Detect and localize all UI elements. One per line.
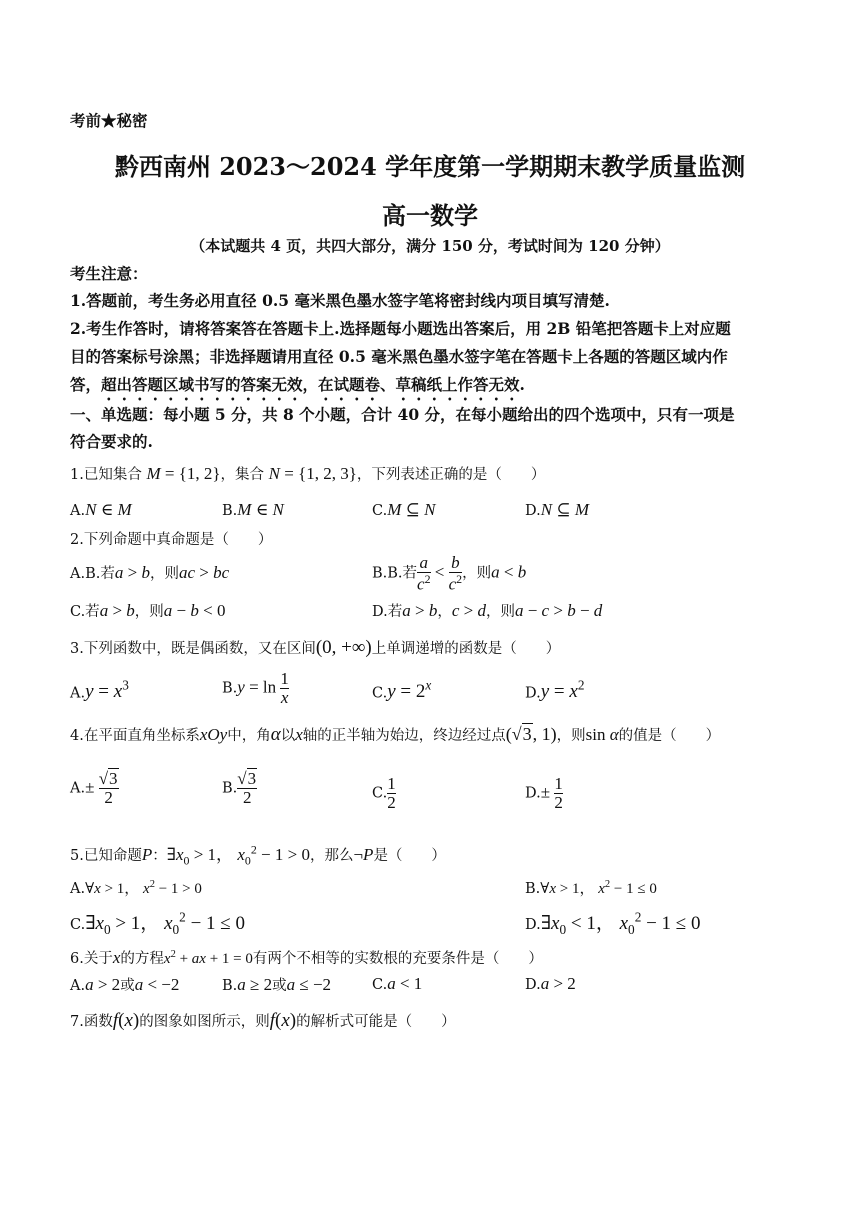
q5-option-c[interactable]: $C.\exists x_0 > 1$， $x_0^2 - 1 \le 0$ [70,909,245,937]
notice-emphasis: 超出答题区域书写的答案无效，在试题卷、草稿纸上作答无效 [101,375,520,394]
q5-option-d[interactable]: $D.\exists x_0 < 1$， $x_0^2 - 1 \le 0$ [525,909,701,937]
q1-option-a[interactable]: A.N ∈ M [70,500,132,519]
q3-option-a[interactable]: $A.y = x^3$ [70,678,129,703]
question-text: ，集合 [220,467,265,483]
q6-option-d[interactable]: D.a > 2 [525,974,576,993]
q1-option-b[interactable]: B.M ∈ N [222,500,284,519]
q6-option-b[interactable]: B.a ≥ 2或a ≤ −2 [222,975,332,994]
notice-item-1: 1.答题前，考生务必用直径 0.5 毫米黑色墨水签字笔将密封线内项目填写清楚. [70,291,610,310]
q1-option-c[interactable]: C.M ⊆ N [372,500,436,519]
question-3: 3.下列函数中，既是偶函数，又在区间(0, +∞)上单调递增的函数是（ ） [70,637,561,658]
notice-item-2-line-1: 2.考生作答时，请将答案答在答题卡上.选择题每小题选出答案后，用 2B 铅笔把答题卡上对应题 [70,319,731,338]
question-1: 1.已知集合 M = {1, 2}，集合 N = {1, 2, 3}，下列表述正确的是（ ） [70,464,546,483]
q4-option-b[interactable]: B. $\frac{√3}{2}$ [222,769,257,807]
question-7: 7.函数f(x)的图象如图所示，则f(x)的解析式可能是（ ） [70,1010,456,1031]
question-6: 6.关于x的方程$x^2$ + ax + 1 = 0有两个不相等的实数根的充要条件是（ ） [70,948,543,967]
question-text: ，下列表述正确的是（ ） [356,467,546,483]
q3-option-c[interactable]: $C.y = 2^x$ [372,678,432,703]
q2-option-d[interactable]: D.若a > b，c > d，则a − c > b − d [372,601,603,620]
q4-option-a[interactable]: A.± $\frac{√3}{2}$ [70,769,118,807]
q3-option-b[interactable]: B.y = ln $\frac{1}{x}$ [222,669,289,707]
question-4: 4.在平面直角坐标系xOy中，角α以x轴的正半轴为始边，终边经过点(√3, 1)，则sin α的值是（ ） [70,724,721,745]
q6-option-a[interactable]: A.a > 2或a < −2 [70,975,180,994]
notice-item-2-line-2: 目的答案标号涂黑；非选择题请用直径 0.5 毫米黑色墨水签字笔在答题卡上各题的答题区域内作 [70,347,728,366]
question-5: 5.已知命题P：$\exists x_0 > 1$， $x_0^2 - 1 > 0$，那么¬P是（ ） [70,842,446,868]
notice-heading: 考生注意： [70,264,148,283]
exam-info: （本试题共 4 页，共四大部分，满分 150 分，考试时间为 120 分钟） [190,237,670,255]
q5-option-a[interactable]: A.∀x > 1， $x^2 - 1 > 0$ [70,879,202,897]
q5-option-b[interactable]: B.∀x > 1， $x^2 - 1 \le 0$ [525,879,657,897]
q3-option-d[interactable]: $D.y = x^2$ [525,678,585,703]
notice-text: 答， [70,375,102,394]
secret-label: 考前★秘密 [70,111,148,130]
q1-option-d[interactable]: D.N ⊆ M [525,500,589,519]
notice-item-2-line-3 [70,373,525,404]
exam-title: 黔西南州 2023～2024 学年度第一学期期末教学质量监测 [114,152,746,181]
question-text: 1.已知集合 [70,467,142,483]
section-1-heading-line-1: 一、单选题：每小题 5 分，共 8 个小题，合计 40 分，在每小题给出的四个选项中，只有一项是 [70,405,735,424]
q4-option-d[interactable]: D.± $\frac{1}{2}$ [525,774,563,812]
notice-text: . [519,375,525,394]
q2-option-a[interactable]: A.B.若a > b，则ac > bc [70,563,230,582]
q4-option-c[interactable]: C. $\frac{1}{2}$ [372,774,396,812]
section-1-heading-line-2: 符合要求的. [70,432,153,451]
q2-option-b[interactable]: B.B.若 $\frac{a}{c^2}$ < $\frac{b}{c^2}$ ，则a < b [372,553,527,594]
q6-option-c[interactable]: C.a < 1 [372,974,423,993]
exam-subject: 高一数学 [382,201,478,230]
question-2: 2.下列命题中真命题是（ ） [70,532,273,548]
q2-option-c[interactable]: C.若a > b，则a − b < 0 [70,601,226,620]
